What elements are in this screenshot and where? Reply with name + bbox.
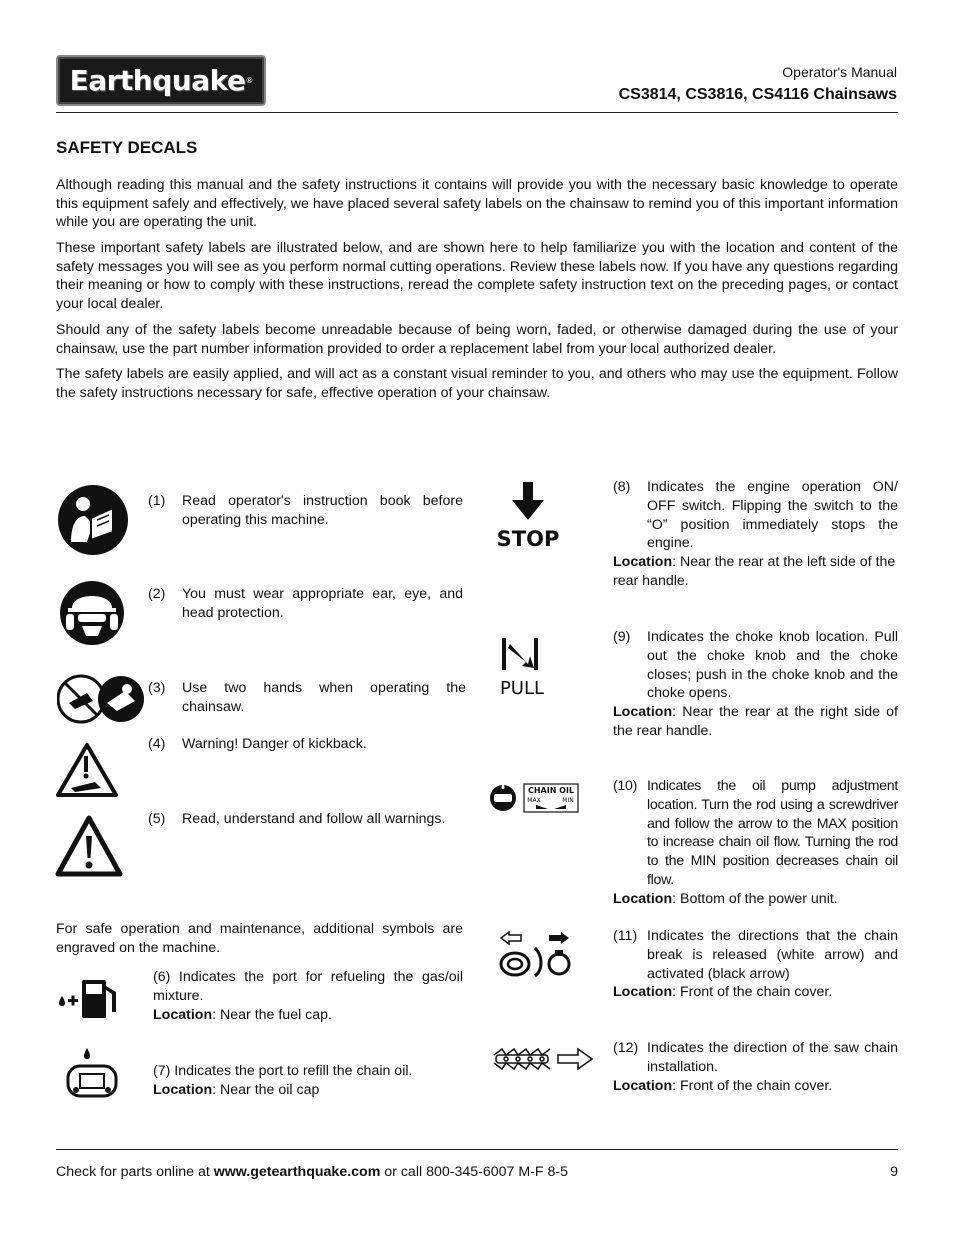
pull-label: PULL (499, 678, 545, 698)
location-text: : Near the rear at the right side of the rear handle. (613, 704, 898, 739)
decal-number: (9) (613, 629, 631, 645)
decal-number: (4) (148, 736, 166, 752)
engraved-intro: For safe operation and maintenance, additional symbols are engraved on the machine. (56, 921, 463, 956)
decal-description: Indicates the engine operation ON/ OFF switch. Flipping the switch to the “O” position immediately stops the engine. (647, 479, 898, 552)
two-hands-icon (57, 673, 145, 725)
decal-description: Warning! Danger of kickback. (182, 736, 367, 752)
decal-description: Indicates the direction of the saw chain installation. (647, 1040, 898, 1075)
section-title: SAFETY DECALS (56, 138, 198, 157)
oil-pump-adjustment-icon (488, 782, 580, 814)
chain-oil-label: CHAIN OIL (527, 786, 575, 795)
logo-text: Earthquake (69, 64, 246, 97)
general-warning-icon (54, 814, 124, 878)
decal-number: (3) (148, 680, 166, 696)
stop-label: STOP (496, 527, 560, 550)
header-divider (56, 112, 898, 113)
location-text: : Near the fuel cap. (212, 1007, 332, 1023)
decal-item-12 (613, 1039, 898, 1095)
footer-suffix: or call 800-345-6007 M-F 8-5 (380, 1164, 569, 1180)
location-label: Location (613, 704, 673, 721)
choke-pull-icon (498, 636, 550, 698)
engraved-item-6 (153, 968, 463, 1006)
decal-description: Indicates the choke knob location. Pull out the choke knob and the choke closes; push in the choke knob and the choke opens. (647, 629, 898, 702)
decal-number: (11) (613, 928, 638, 944)
decal-item-11 (613, 927, 898, 1002)
location-text: : Bottom of the power unit. (672, 890, 838, 907)
decal-location (613, 553, 898, 591)
footer-divider (56, 1149, 898, 1150)
engraved-item-6-location (153, 1006, 332, 1025)
ppe-head-protection-icon (58, 580, 126, 646)
decal-item-4 (148, 735, 463, 754)
location-text: : Front of the chain cover. (672, 1077, 833, 1094)
chain-brake-direction-icon (497, 930, 573, 978)
intro-paragraph-2: These important safety labels are illustrated below, and are shown here to help familiarize you with the location and content of the safety messages you will see as you perform normal cutting operations. Review these labels now. If you have any questions regarding their meaning or how to comply with these instructions, reread the complete safety instruction text on the preceding pages, or contact your local dealer. (56, 240, 898, 312)
location-label: Location (153, 1007, 213, 1023)
footer-url-link[interactable]: www.getearthquake.com (213, 1164, 381, 1180)
intro-paragraph-1: Although reading this manual and the safety instructions it contains will provide you with the necessary basic knowledge to operate this equipment safely and effectively, we have placed several safety labels on the chainsaw to remind you of this important information while you are operating the unit. (56, 177, 898, 231)
decal-location (613, 983, 898, 1002)
decal-description: You must wear appropriate ear, eye, and head protection. (182, 586, 463, 621)
decal-description: Use two hands when operating the chainsaw. (182, 680, 466, 715)
location-text: : Near the oil cap (212, 1082, 320, 1098)
decal-number: (1) (148, 493, 166, 509)
chain-oil-port-icon (66, 1046, 118, 1098)
manual-title: CS3814, CS3816, CS4116 Chainsaws (618, 86, 897, 103)
decal-location (613, 890, 898, 909)
logo-registered-mark: ® (246, 76, 253, 85)
location-label: Location (613, 984, 673, 1001)
intro-paragraph-4: The safety labels are easily applied, and will act as a constant visual reminder to you, and others who may use the equipment. Follow the safety instructions necessary for safe, effective operation of your chainsaw. (56, 366, 898, 401)
decal-number: (5) (148, 811, 166, 827)
location-label: Location (613, 890, 673, 907)
decal-location (613, 1077, 898, 1096)
decal-item-8 (613, 478, 898, 591)
page-number: 9 (890, 1164, 898, 1180)
location-text: : Front of the chain cover. (672, 984, 833, 1001)
stop-switch-icon (496, 480, 560, 550)
kickback-warning-icon (55, 742, 119, 798)
engraved-item-6-text: (6) Indicates the port for refueling the gas/oil mixture. (153, 969, 463, 1004)
decal-item-9 (613, 628, 898, 741)
engraved-item-7-text: (7) Indicates the port to refill the chain oil. (153, 1063, 413, 1079)
decal-number: (2) (148, 586, 166, 602)
decal-description: Indicates the oil pump adjustment location. Turn the rod using a screwdriver and follow the arrow to the MAX position to increase chain oil flow. Turning the rod to the MIN position decreases chain oil flow. (647, 778, 898, 888)
decal-location (613, 703, 898, 741)
manual-subtitle: Operator's Manual (782, 64, 897, 80)
max-label: MAX (527, 797, 541, 804)
decal-item-2 (148, 585, 463, 623)
min-label: MIN (562, 797, 574, 804)
location-label: Location (153, 1082, 213, 1098)
decal-number: (8) (613, 479, 631, 495)
decal-number: (12) (613, 1040, 639, 1056)
decal-item-1 (148, 492, 463, 530)
engraved-item-7-location (153, 1081, 319, 1100)
fuel-port-icon (56, 972, 124, 1022)
decal-description: Read operator's instruction book before operating this machine. (182, 493, 463, 528)
intro-paragraph-3: Should any of the safety labels become unreadable because of being worn, faded, or otherwise damaged during the use of your chainsaw, use the part number information provided to order a replacement label from your local authorized dealer. (56, 322, 898, 357)
footer-text (56, 1164, 568, 1180)
decal-description: Indicates the directions that the chain break is released (white arrow) and activated (black arrow) (647, 928, 898, 982)
decal-item-10 (613, 777, 898, 909)
decal-description: Read, understand and follow all warnings. (182, 811, 446, 827)
decal-item-5 (148, 810, 463, 829)
location-label: Location (613, 1077, 673, 1094)
saw-chain-direction-icon (492, 1043, 594, 1075)
footer-prefix: Check for parts online at (56, 1164, 214, 1180)
earthquake-logo (56, 55, 266, 106)
decal-item-3 (148, 679, 466, 717)
decal-number: (10) (613, 778, 638, 794)
read-manual-icon (57, 484, 129, 556)
location-label: Location (613, 554, 673, 571)
location-text: : Near the rear at the left side of the rear handle. (613, 554, 896, 589)
